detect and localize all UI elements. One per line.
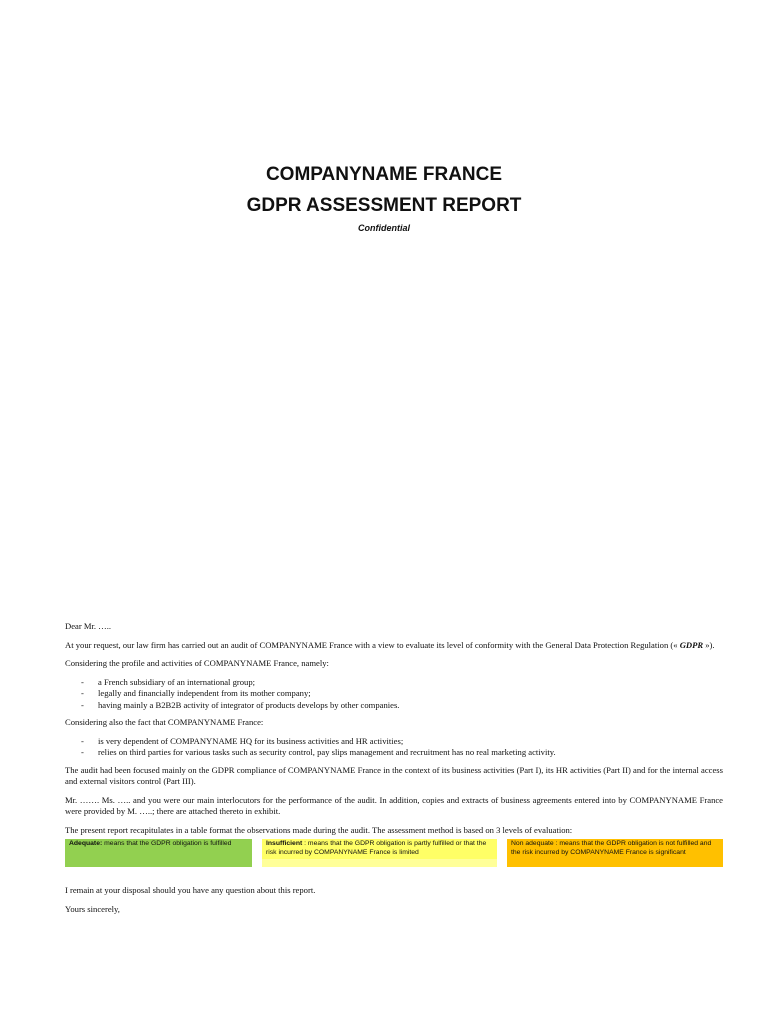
- signoff: Yours sincerely,: [65, 903, 120, 914]
- list-item: - relies on third parties for various tasks such as security control, pay slips management and recruitment has no real marketing activity.: [81, 747, 556, 757]
- list-item: - is very dependent of COMPANYNAME HQ for its business activities and HR activities;: [81, 735, 404, 746]
- method-paragraph: The present report recapitulates in a table format the observations made during the audit. The assessment method is based on 3 levels of evaluation:: [65, 824, 573, 835]
- list-item: - a French subsidiary of an international group;: [81, 676, 256, 687]
- intro-paragraph: [65, 640, 723, 652]
- intro-end: »).: [703, 639, 715, 650]
- letter-body: [65, 621, 723, 922]
- profile-list: [65, 677, 723, 712]
- level-insufficient: Insufficient : means that the GDPR obligation is partly fulfilled or that the risk incurred by COMPANYNAME France is limited: [262, 839, 497, 867]
- list-item: - legally and financially independent from its mother company;: [81, 688, 311, 698]
- list-item: - having mainly a B2B2B activity of integrator of products develops by other companies.: [81, 699, 400, 710]
- level-adequate: Adequate: means that the GDPR obligation is fulfilled: [65, 839, 252, 867]
- company-title: COMPANYNAME FRANCE: [265, 164, 503, 185]
- interlocutors-paragraph: Mr. ……. Ms. ….. and you were our main interlocutors for the performance of the audit. In addition, copies and extracts of business agreements entered into by COMPANYNAME France were provided by M. …..; there are attached thereto in exhibit.: [65, 794, 723, 816]
- confidential-label: Confidential: [358, 223, 410, 233]
- gdpr-abbr: GDPR: [679, 639, 704, 650]
- level-non-adequate: Non adequate : means that the GDPR obligation is not fulfilled and the risk incurred by COMPANYNAME France is significant: [507, 839, 723, 867]
- salutation: Dear Mr. …..: [65, 621, 112, 631]
- focus-paragraph: The audit had been focused mainly on the GDPR compliance of COMPANYNAME France in the context of its business activities (Part I), its HR activities (Part II) and for the internal access and external visitors control (Part III).: [65, 764, 723, 786]
- intro-text: At your request, our law firm has carried out an audit of COMPANYNAME France with a view to evaluate its level of conformity with the General Data Protection Regulation («: [65, 639, 680, 650]
- fact-list: [65, 736, 723, 759]
- considering-fact: Considering also the fact that COMPANYNAME France:: [65, 717, 264, 727]
- considering-profile: Considering the profile and activities of COMPANYNAME France, namely:: [65, 658, 329, 668]
- evaluation-levels: [65, 839, 723, 867]
- report-title: GDPR ASSESSMENT REPORT: [246, 195, 522, 216]
- closing-paragraph: I remain at your disposal should you have any question about this report.: [65, 885, 316, 895]
